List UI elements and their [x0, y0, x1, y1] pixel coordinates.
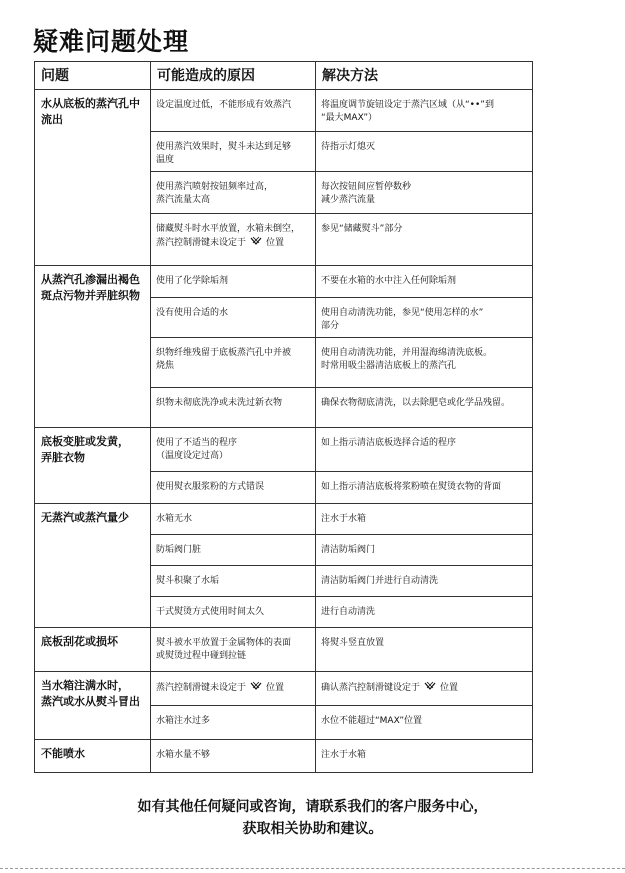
cause-text: 蒸汽控制滑键未设定于: [156, 683, 247, 693]
cause-cell: 熨斗被水平放置于金属物体的表面 或熨烫过程中碰到拉链: [151, 628, 316, 672]
page-title: 疑难问题处理: [33, 27, 190, 56]
steam-off-icon: [250, 681, 262, 691]
cause-cell: [151, 214, 316, 266]
cause-cell: 水箱无水: [151, 504, 316, 535]
cause-cell: 织物未彻底洗净或未洗过新衣物: [151, 388, 316, 428]
cause-cell: 使用熨衣服浆粉的方式错误: [151, 472, 316, 504]
solution-cell: 水位不能超过“MAX”位置: [316, 706, 533, 740]
cause-cell: 使用蒸汽喷射按钮频率过高， 蒸汽流量太高: [151, 172, 316, 214]
solution-cell: 参见“储藏熨斗”部分: [316, 214, 533, 266]
cause-cell: 防垢阀门脏: [151, 535, 316, 566]
cause-text: 储藏熨斗时水平放置，水箱未倒空， 蒸汽控制滑键未设定于: [156, 224, 301, 248]
steam-off-icon: [250, 236, 262, 246]
problem-cell: 无蒸汽或蒸汽量少: [35, 504, 151, 628]
cause-cell: 使用蒸汽效果时，熨斗未达到足够 温度: [151, 132, 316, 172]
table-header-row: [35, 62, 533, 90]
solution-cell: 将温度调节旋钮设定于蒸汽区域（从“••”到 “最大MAX”）: [316, 90, 533, 132]
cause-cell: 没有使用合适的水: [151, 298, 316, 338]
header-solution: 解决方法: [316, 62, 533, 90]
steam-off-icon: [424, 681, 436, 691]
troubleshooting-table: [34, 61, 533, 773]
table-row: [35, 672, 533, 706]
solution-cell: 确保衣物彻底清洗，以去除肥皂或化学品残留。: [316, 388, 533, 428]
solution-cell: 清洁防垢阀门: [316, 535, 533, 566]
problem-cell: 不能喷水: [35, 740, 151, 773]
solution-cell: 注水于水箱: [316, 740, 533, 773]
cause-cell: 使用了不适当的程序 （温度设定过高）: [151, 428, 316, 472]
footer-line-1: 如有其他任何疑问或咨询，请联系我们的客户服务中心，: [137, 799, 488, 815]
solution-cell: 如上指示清洁底板选择合适的程序: [316, 428, 533, 472]
table-row: [35, 628, 533, 672]
table-row: [35, 428, 533, 472]
cause-cell: 熨斗积聚了水垢: [151, 566, 316, 597]
cause-cell: 织物纤维残留于底板蒸汽孔中并被 烧焦: [151, 338, 316, 388]
solution-cell: 清洁防垢阀门并进行自动清洗: [316, 566, 533, 597]
problem-cell: 水从底板的蒸汽孔中 流出: [35, 90, 151, 266]
problem-cell: 底板刮花或损坏: [35, 628, 151, 672]
cause-cell: 使用了化学除垢剂: [151, 266, 316, 298]
solution-cell: 每次按钮间应暂停数秒 减少蒸汽流量: [316, 172, 533, 214]
table-row: [35, 740, 533, 773]
table-row: [35, 266, 533, 298]
cause-cell: 设定温度过低，不能形成有效蒸汽: [151, 90, 316, 132]
page-divider: [0, 868, 625, 869]
solution-cell: 如上指示清洁底板将浆粉喷在熨烫衣物的背面: [316, 472, 533, 504]
problem-cell: 底板变脏或发黄， 弄脏衣物: [35, 428, 151, 504]
problem-cell: 从蒸汽孔渗漏出褐色 斑点污物并弄脏织物: [35, 266, 151, 428]
header-problem: 问题: [35, 62, 151, 90]
solution-cell: 进行自动清洗: [316, 597, 533, 628]
footer-line-2: 获取相关协助和建议。: [242, 821, 383, 837]
table-row: [35, 504, 533, 535]
footer-note: [0, 796, 625, 840]
solution-cell: 不要在水箱的水中注入任何除垢剂: [316, 266, 533, 298]
table-row: [35, 90, 533, 132]
cause-text-suffix: 位置: [266, 683, 285, 693]
cause-cell: 水箱注水过多: [151, 706, 316, 740]
solution-cell: 使用自动清洗功能，并用湿海绵清洗底板。 时常用吸尘器清洁底板上的蒸汽孔: [316, 338, 533, 388]
header-cause: 可能造成的原因: [151, 62, 316, 90]
problem-cell: 当水箱注满水时， 蒸汽或水从熨斗冒出: [35, 672, 151, 740]
cause-text-suffix: 位置: [266, 238, 285, 248]
solution-cell: 注水于水箱: [316, 504, 533, 535]
solution-cell: 待指示灯熄灭: [316, 132, 533, 172]
solution-cell: [316, 672, 533, 706]
solution-cell: 使用自动清洗功能，参见“使用怎样的水” 部分: [316, 298, 533, 338]
cause-cell: [151, 672, 316, 706]
solution-text: 确认蒸汽控制滑键设定于: [321, 683, 421, 693]
cause-cell: 干式熨烫方式使用时间太久: [151, 597, 316, 628]
cause-cell: 水箱水量不够: [151, 740, 316, 773]
solution-text-suffix: 位置: [440, 683, 459, 693]
solution-cell: 将熨斗竖直放置: [316, 628, 533, 672]
